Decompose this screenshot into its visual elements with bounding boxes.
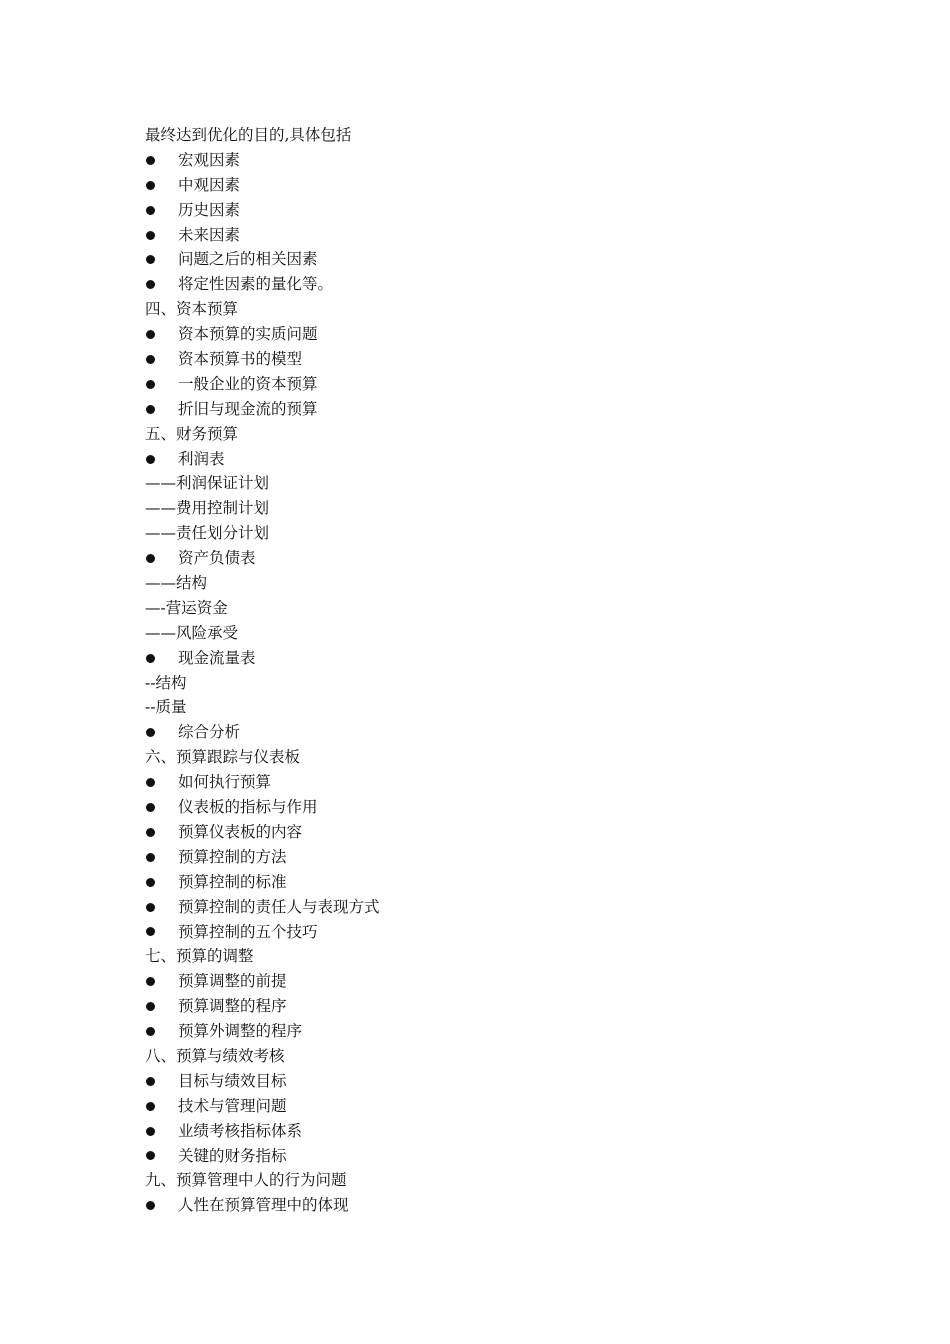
bullet-text: 现金流量表	[178, 648, 256, 667]
bullet-list-item	[145, 969, 380, 994]
text-line: —-营运资金	[145, 598, 228, 617]
bullet-text: 资产负债表	[178, 549, 256, 568]
text-line: ——责任划分计划	[145, 524, 270, 543]
bullet-list-item	[145, 895, 380, 920]
bullet-icon	[146, 380, 155, 389]
bullet-icon	[146, 1127, 155, 1136]
bullet-text: 仪表板的指标与作用	[178, 798, 318, 817]
bullet-text: 预算外调整的程序	[178, 1022, 303, 1041]
bullet-text: 关键的财务指标	[178, 1146, 287, 1165]
bullet-icon	[146, 231, 155, 240]
bullet-icon	[146, 1027, 155, 1036]
bullet-icon	[146, 181, 155, 190]
bullet-text: 宏观因素	[178, 150, 241, 169]
text-line: --质量	[145, 698, 187, 717]
bullet-text: 人性在预算管理中的体现	[178, 1196, 349, 1215]
bullet-icon	[146, 330, 155, 339]
bullet-text: 历史因素	[178, 200, 241, 219]
bullet-icon	[146, 803, 155, 812]
text-line: ——结构	[145, 574, 208, 593]
bullet-text: 预算控制的责任人与表现方式	[178, 897, 380, 916]
text-line: 九、预算管理中人的行为问题	[145, 1171, 347, 1190]
bullet-list-item	[145, 1144, 380, 1169]
bullet-text: 将定性因素的量化等。	[178, 275, 334, 294]
bullet-icon	[146, 280, 155, 289]
bullet-icon	[146, 1151, 155, 1160]
bullet-list-item	[145, 1019, 380, 1044]
bullet-text: 未来因素	[178, 225, 241, 244]
text-line: ——风险承受	[145, 623, 239, 642]
bullet-text: 技术与管理问题	[178, 1096, 287, 1115]
bullet-text: 综合分析	[178, 723, 241, 742]
bullet-list-item	[145, 223, 380, 248]
bullet-list-item	[145, 920, 380, 945]
bullet-text: 如何执行预算	[178, 773, 272, 792]
bullet-icon	[146, 355, 155, 364]
bullet-icon	[146, 1201, 155, 1210]
bullet-text: 预算控制的五个技巧	[178, 922, 318, 941]
bullet-text: 业绩考核指标体系	[178, 1121, 303, 1140]
bullet-icon	[146, 853, 155, 862]
bullet-text: 利润表	[178, 449, 225, 468]
bullet-text: 目标与绩效目标	[178, 1071, 287, 1090]
bullet-list-item	[145, 372, 380, 397]
bullet-icon	[146, 455, 155, 464]
bullet-list-item	[145, 447, 380, 472]
bullet-icon	[146, 1102, 155, 1111]
bullet-icon	[146, 927, 155, 936]
text-line: 最终达到优化的目的,具体包括	[145, 126, 352, 144]
bullet-icon	[146, 206, 155, 215]
text-line: ——利润保证计划	[145, 474, 270, 493]
bullet-text: 一般企业的资本预算	[178, 374, 318, 393]
bullet-list-item	[145, 870, 380, 895]
bullet-list-item	[145, 272, 380, 297]
bullet-icon	[146, 156, 155, 165]
bullet-icon	[146, 255, 155, 264]
text-line: 八、预算与绩效考核	[145, 1046, 285, 1065]
bullet-text: 中观因素	[178, 175, 241, 194]
bullet-list-item	[145, 1193, 380, 1218]
bullet-list-item	[145, 1069, 380, 1094]
text-line: 五、财务预算	[145, 424, 239, 443]
bullet-text: 资本预算书的模型	[178, 350, 303, 369]
text-line: 七、预算的调整	[145, 947, 254, 966]
bullet-text: 折旧与现金流的预算	[178, 399, 318, 418]
bullet-list-item	[145, 720, 380, 745]
bullet-list-item	[145, 795, 380, 820]
document-body	[145, 123, 380, 1218]
bullet-list-item	[145, 1119, 380, 1144]
text-line: ——费用控制计划	[145, 499, 270, 518]
bullet-list-item	[145, 994, 380, 1019]
bullet-icon	[146, 405, 155, 414]
bullet-text: 预算调整的前提	[178, 972, 287, 991]
bullet-icon	[146, 828, 155, 837]
bullet-list-item	[145, 845, 380, 870]
bullet-icon	[146, 778, 155, 787]
bullet-text: 资本预算的实质问题	[178, 325, 318, 344]
bullet-icon	[146, 903, 155, 912]
bullet-icon	[146, 1077, 155, 1086]
bullet-list-item	[145, 820, 380, 845]
bullet-list-item	[145, 198, 380, 223]
bullet-list-item	[145, 397, 380, 422]
bullet-list-item	[145, 1094, 380, 1119]
bullet-icon	[146, 977, 155, 986]
bullet-icon	[146, 554, 155, 563]
bullet-text: 预算调整的程序	[178, 997, 287, 1016]
bullet-list-item	[145, 322, 380, 347]
bullet-list-item	[145, 770, 380, 795]
bullet-list-item	[145, 247, 380, 272]
bullet-text: 预算仪表板的内容	[178, 822, 303, 841]
bullet-list-item	[145, 646, 380, 671]
text-line: --结构	[145, 673, 187, 692]
bullet-icon	[146, 654, 155, 663]
bullet-text: 预算控制的方法	[178, 847, 287, 866]
bullet-list-item	[145, 347, 380, 372]
bullet-list-item	[145, 148, 380, 173]
bullet-text: 问题之后的相关因素	[178, 250, 318, 269]
bullet-text: 预算控制的标准	[178, 872, 287, 891]
bullet-icon	[146, 1002, 155, 1011]
bullet-list-item	[145, 546, 380, 571]
text-line: 四、资本预算	[145, 300, 239, 319]
text-line: 六、预算跟踪与仪表板	[145, 748, 301, 767]
bullet-icon	[146, 728, 155, 737]
bullet-list-item	[145, 173, 380, 198]
bullet-icon	[146, 878, 155, 887]
